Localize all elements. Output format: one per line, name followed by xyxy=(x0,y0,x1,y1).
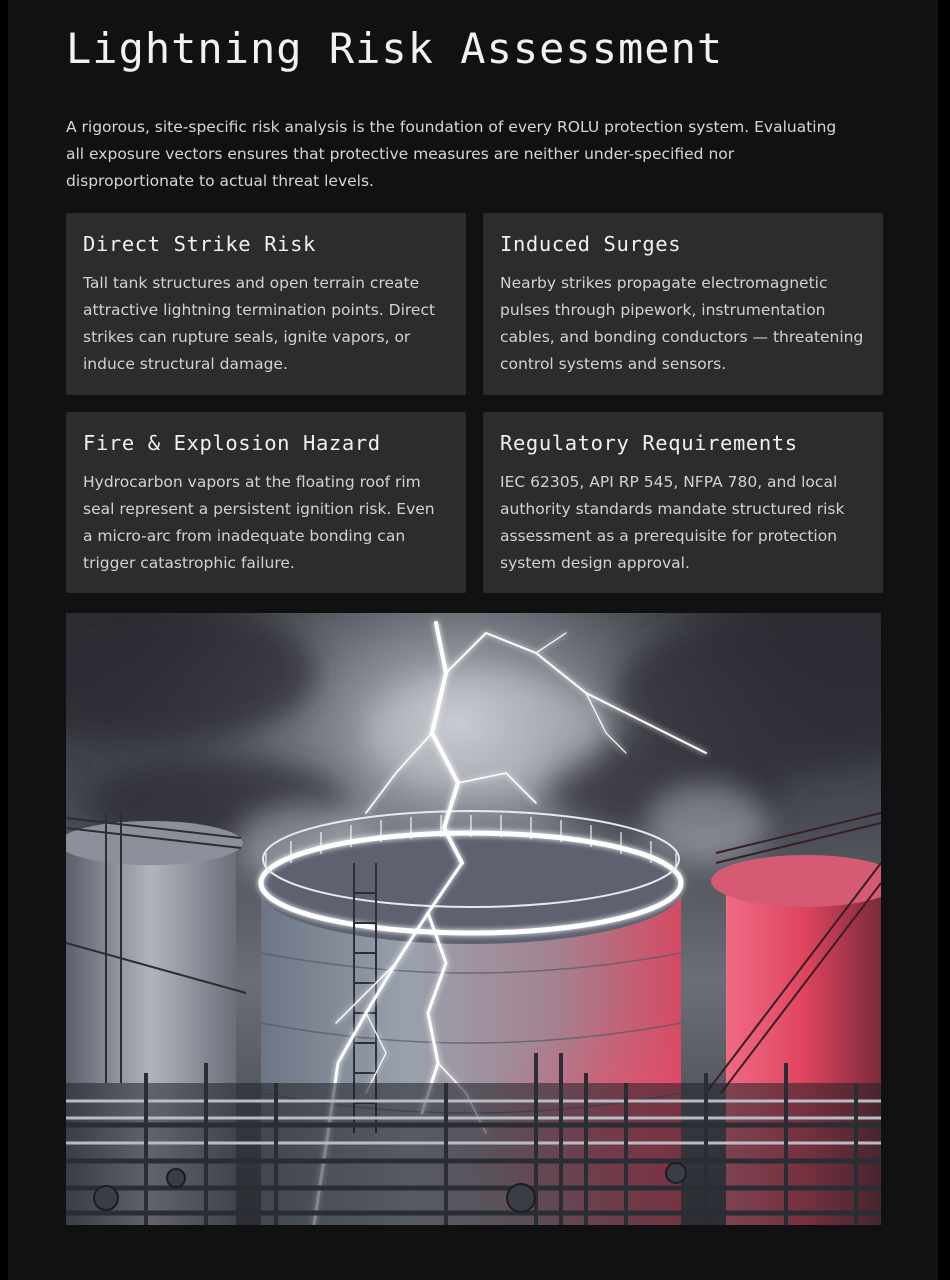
section-intro: A rigorous, site-specific risk analysis is the foundation of every ROLU protection system. Evaluating all exposure vectors ensures that protective measures are neither under-specified nor disproportionate to actual threat levels. xyxy=(66,118,837,190)
card-body: IEC 62305, API RP 545, NFPA 780, and local authority standards mandate structured risk assessment as a prerequisite for protection system design approval. xyxy=(500,473,845,572)
card-title: Fire & Explosion Hazard xyxy=(83,431,381,455)
card-title: Regulatory Requirements xyxy=(500,431,798,455)
card-induced-surges xyxy=(483,213,883,395)
card-fire-explosion-hazard xyxy=(66,412,466,593)
risk-assessment-section xyxy=(8,0,938,1280)
card-direct-strike-risk xyxy=(66,213,466,395)
card-regulatory-requirements xyxy=(483,412,883,593)
section-title: Lightning Risk Assessment xyxy=(66,24,724,73)
lightning-storage-tank-image xyxy=(66,613,881,1225)
card-body: Nearby strikes propagate electromagnetic pulses through pipework, instrumentation cables, and bonding conductors — threatening control systems and sensors. xyxy=(500,274,864,373)
card-title: Direct Strike Risk xyxy=(83,232,316,256)
card-body: Hydrocarbon vapors at the floating roof rim seal represent a persistent ignition risk. Even a micro-arc from inadequate bonding can trigger catastrophic failure. xyxy=(83,473,435,572)
card-title: Induced Surges xyxy=(500,232,682,256)
card-body: Tall tank structures and open terrain create attractive lightning termination points. Direct strikes can rupture seals, ignite vapors, or induce structural damage. xyxy=(83,274,436,373)
